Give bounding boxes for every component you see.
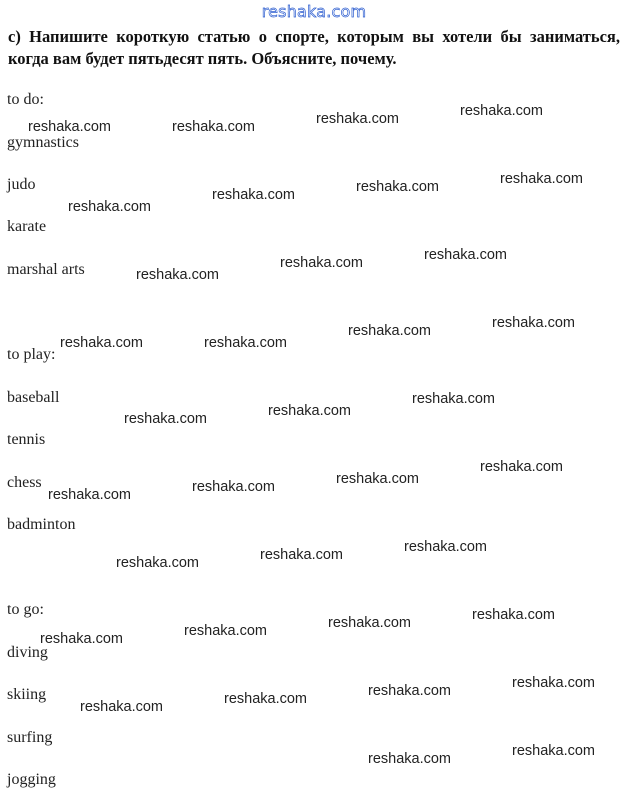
watermark: reshaka.com	[404, 539, 488, 555]
item-marshal-arts: marshal arts	[7, 261, 85, 278]
watermark: reshaka.com	[492, 315, 576, 331]
watermark: reshaka.com	[68, 199, 152, 215]
item-judo: judo	[7, 176, 36, 193]
watermark: reshaka.com	[424, 247, 508, 263]
watermark: reshaka.com	[500, 171, 584, 187]
watermark: reshaka.com	[460, 103, 544, 119]
watermark: reshaka.com	[472, 607, 556, 623]
item-skiing: skiing	[7, 686, 47, 703]
watermark: reshaka.com	[28, 119, 112, 135]
watermark: reshaka.com	[224, 691, 308, 707]
watermark: reshaka.com	[124, 411, 208, 427]
watermark: reshaka.com	[512, 743, 596, 759]
watermark: reshaka.com	[512, 675, 596, 691]
section-heading-to-play: to play:	[7, 346, 56, 363]
watermark: reshaka.com	[356, 179, 440, 195]
watermark: reshaka.com	[268, 403, 352, 419]
section-heading-to-do: to do:	[7, 91, 44, 108]
watermark: reshaka.com	[368, 683, 452, 699]
watermark: reshaka.com	[328, 615, 412, 631]
watermark: reshaka.com	[212, 187, 296, 203]
watermark: reshaka.com	[260, 547, 344, 563]
item-jogging: jogging	[7, 771, 56, 788]
site-logo[interactable]: reshaka.com	[261, 2, 367, 21]
watermark: reshaka.com	[80, 699, 164, 715]
item-surfing: surfing	[7, 729, 53, 746]
watermark: reshaka.com	[412, 391, 496, 407]
section-heading-to-go: to go:	[7, 601, 44, 618]
watermark: reshaka.com	[136, 267, 220, 283]
watermark: reshaka.com	[316, 111, 400, 127]
item-tennis: tennis	[7, 431, 46, 448]
watermark: reshaka.com	[368, 751, 452, 767]
item-diving: diving	[7, 644, 48, 661]
watermark: reshaka.com	[184, 623, 268, 639]
watermark: reshaka.com	[280, 255, 364, 271]
watermark: reshaka.com	[116, 555, 200, 571]
item-chess: chess	[7, 474, 42, 491]
watermark: reshaka.com	[48, 487, 132, 503]
watermark: reshaka.com	[172, 119, 256, 135]
watermark: reshaka.com	[40, 631, 124, 647]
item-karate: karate	[7, 218, 47, 235]
watermark: reshaka.com	[348, 323, 432, 339]
watermark: reshaka.com	[60, 335, 144, 351]
watermark: reshaka.com	[204, 335, 288, 351]
item-gymnastics: gymnastics	[7, 134, 79, 151]
item-baseball: baseball	[7, 389, 60, 406]
watermark: reshaka.com	[192, 479, 276, 495]
watermark: reshaka.com	[480, 459, 564, 475]
watermark: reshaka.com	[336, 471, 420, 487]
item-badminton: badminton	[7, 516, 76, 533]
task-text: c) Напишите короткую статью о спорте, которым вы хотели бы заниматься, когда вам будет пятьдесят пять. Объясните, почему.	[8, 27, 620, 68]
